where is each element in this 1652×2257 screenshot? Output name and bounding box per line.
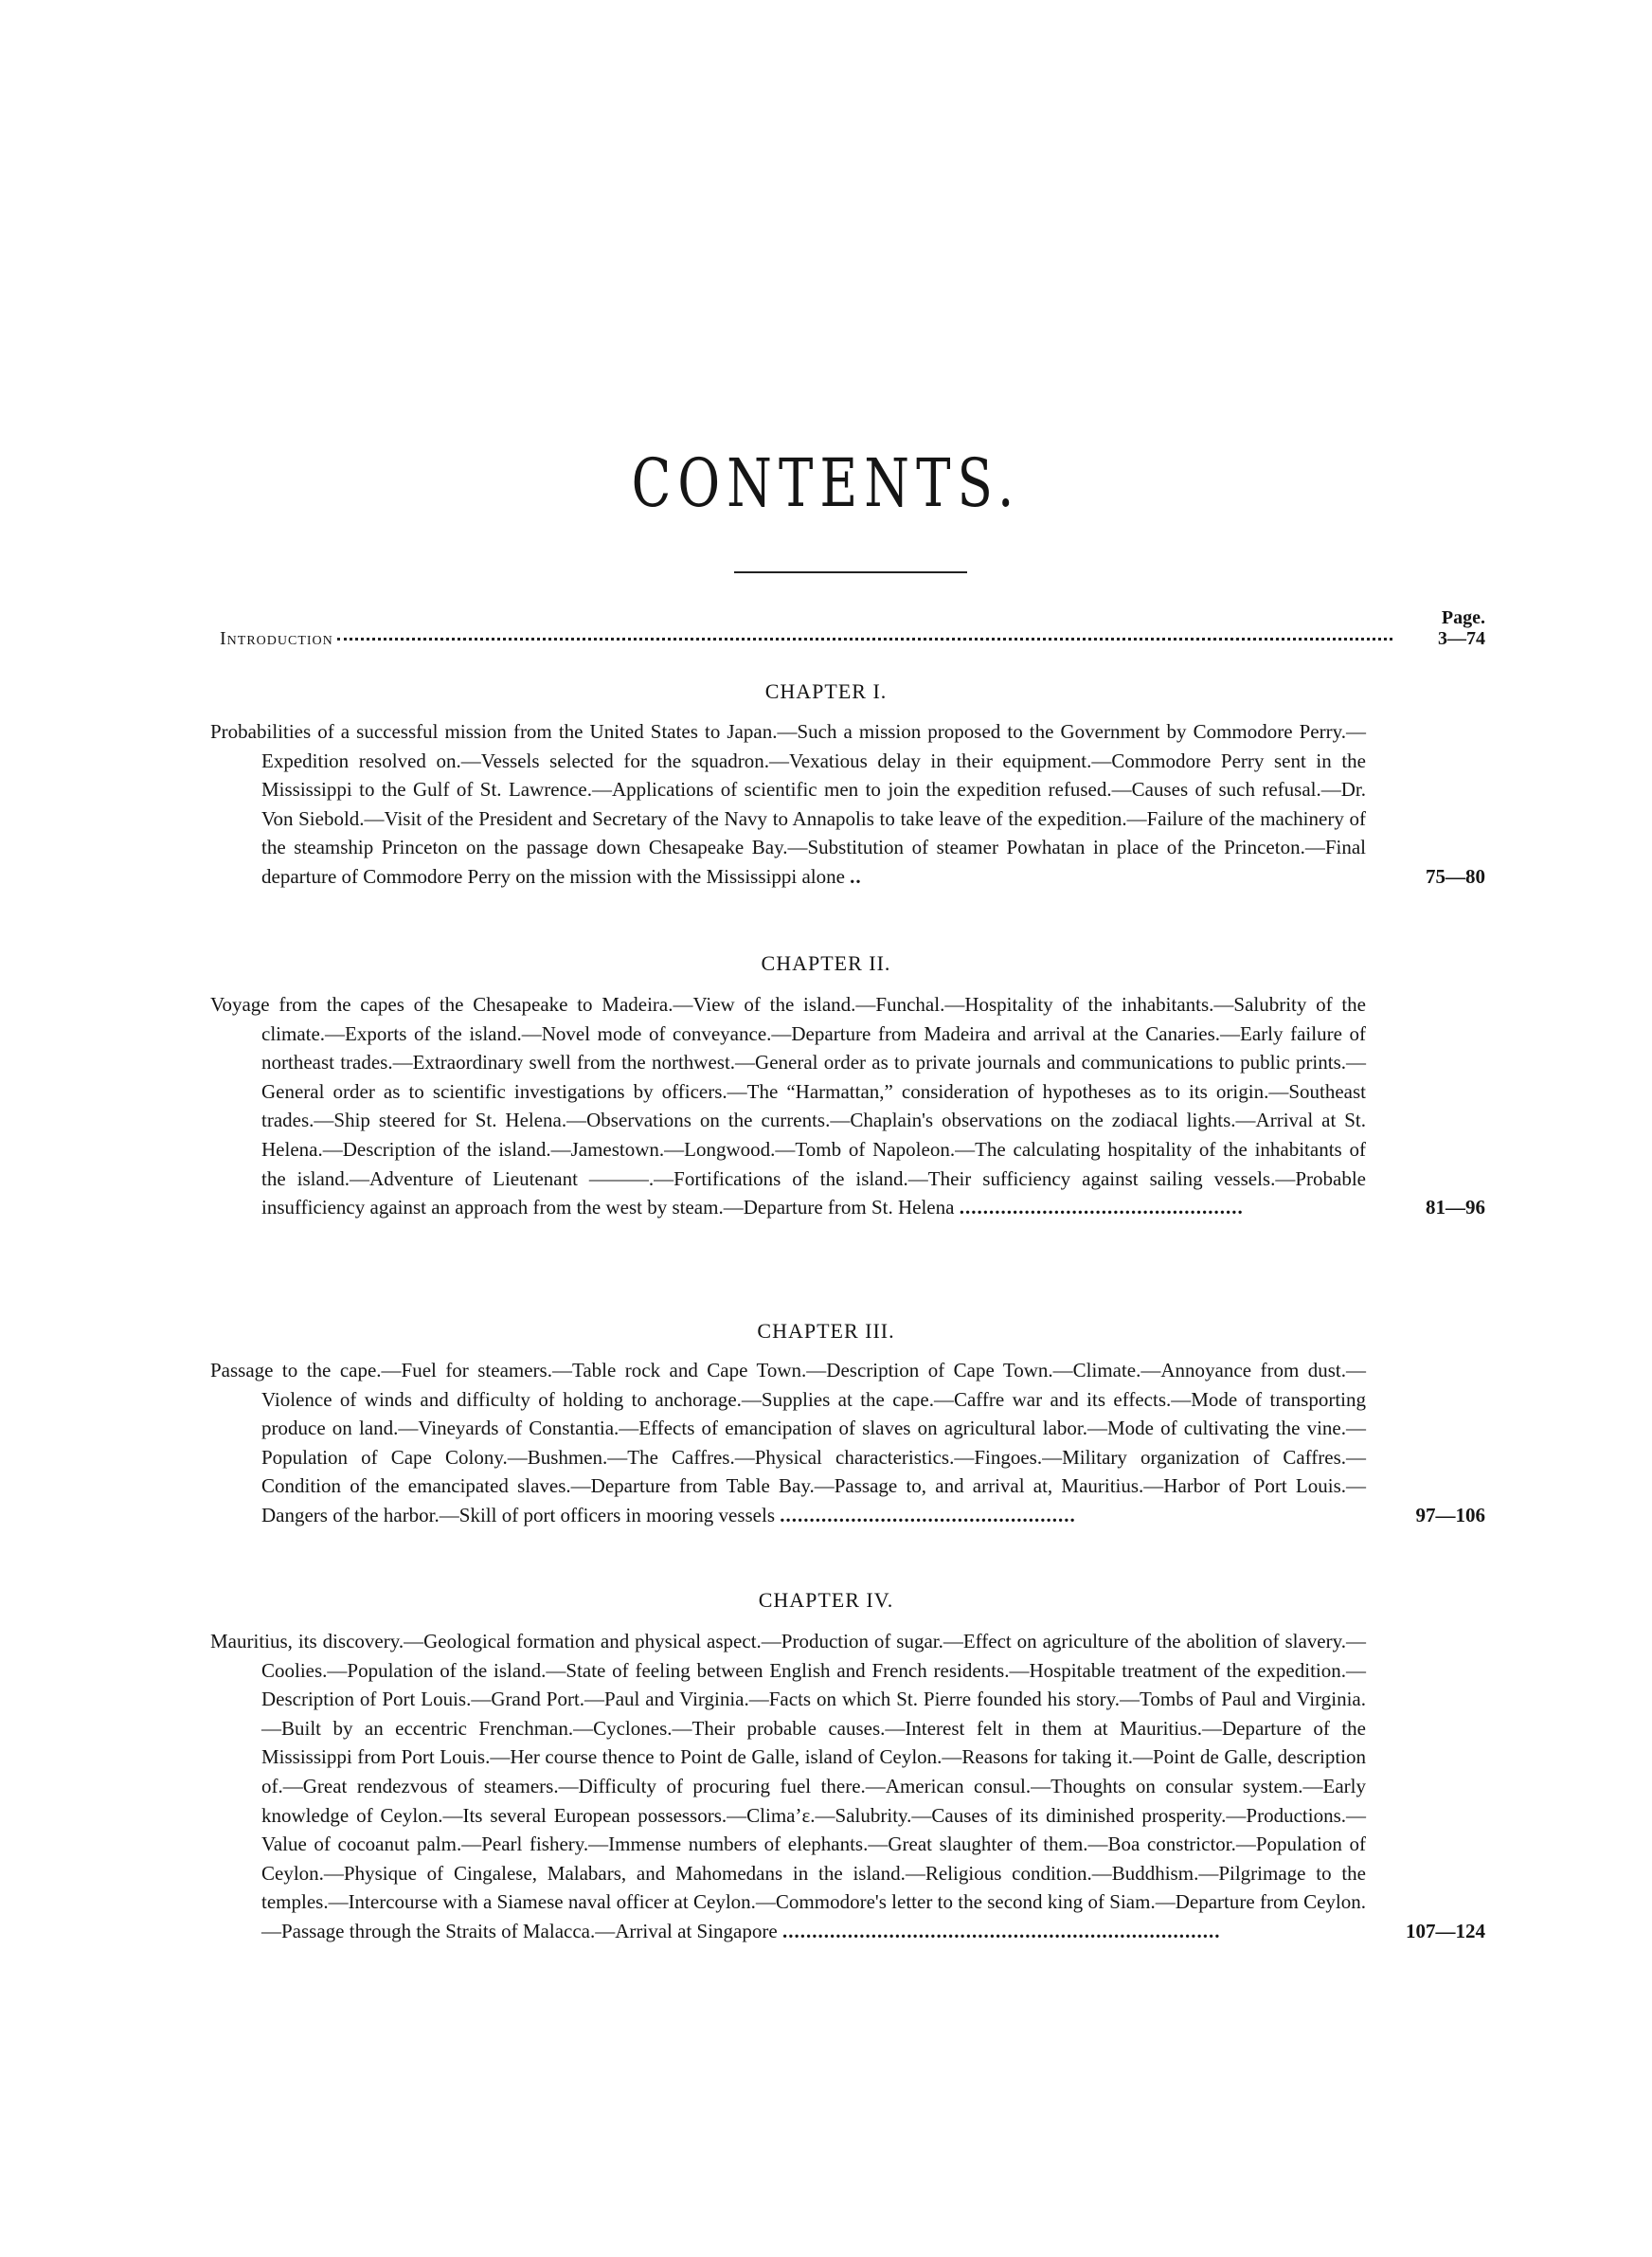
chapter-summary xyxy=(210,717,1485,892)
chapter-pages: 81—96 xyxy=(1426,1196,1485,1219)
chapter-summary-text: Passage to the cape.—Fuel for steamers.—Table rock and Cape Town.—Description of Cape Town.—Climate.—Annoyance from dust.—Violence of winds and difficulty of holding to anchorage.—Supplies at the cape.—Caffre war and its effects.—Mode of transporting produce on land.—Vineyards of Constantia.—Effects of emancipation of slaves on agricultural labor.—Mode of cultivating the vine.—Population of Cape Colony.—Bushmen.—The Caffres.—Physical characteristics.—Fingoes.—Military organization of Caffres.—Condition of the emancipated slaves.—Departure from Table Bay.—Passage to, and arrival at, Mauritius.—Harbor of Port Louis.—Dangers of the harbor.—Skill of port officers in mooring vessels .................................................. xyxy=(210,1359,1366,1526)
chapter-summary-text: Probabilities of a successful mission from the United States to Japan.—Such a mission proposed to the Government by Commodore Perry.—Expedition resolved on.—Vessels selected for the squadron.—Vexatious delay in their equipment.—Commodore Perry sent in the Mississippi to the Gulf of St. Lawrence.—Applications of scientific men to join the expedition refused.—Causes of such refusal.—Dr. Von Siebold.—Visit of the President and Secretary of the Navy to Annapolis to take leave of the expedition.—Failure of the machinery of the steamship Princeton on the passage down Chesapeake Bay.—Substitution of steamer Powhatan in place of the Princeton.—Final departure of Commodore Perry on the mission with the Mississippi alone .. xyxy=(210,720,1366,888)
chapter-heading: CHAPTER II. xyxy=(761,951,891,975)
chapter-summary-text: Voyage from the capes of the Chesapeake to Madeira.—View of the island.—Funchal.—Hospitality of the inhabitants.—Salubrity of the climate.—Exports of the island.—Novel mode of conveyance.—Departure from Madeira and arrival at the Canaries.—Early failure of northeast trades.—Extraordinary swell from the northwest.—General order as to private journals and communications to public prints.—General order as to scientific investigations by officers.—The “Harmattan,” consideration of hypotheses as to its origin.—Southeast trades.—Ship steered for St. Helena.—Observations on the currents.—Chaplain's observations on the zodiacal lights.—Arrival at St. Helena.—Description of the island.—Jamestown.—Longwood.—Tomb of Napoleon.—The calculating hospitality of the inhabitants of the island.—Adventure of Lieutenant ———.—Fortifications of the island.—Their sufficiency against sailing vessels.—Probable insufficiency against an approach from the west by steam.—Departure from St. Helena ................................................ xyxy=(210,993,1366,1219)
dot-leader: .......................................................................... xyxy=(781,1919,1221,1942)
chapter-summary-text: Mauritius, its discovery.—Geological formation and physical aspect.—Production of sugar.—Effect on agriculture of the abolition of slavery.—Coolies.—Population of the island.—State of feeling between English and French residents.—Hospitable treatment of the expedition.—Description of Port Louis.—Grand Port.—Paul and Virginia.—Facts on which St. Pierre founded his story.—Tombs of Paul and Virginia.—Built by an eccentric Frenchman.—Cyclones.—Their probable causes.—Interest felt in them at Mauritius.—Departure of the Mississippi from Port Louis.—Her course thence to Point de Galle, island of Ceylon.—Reasons for taking it.—Point de Galle, description of.—Great rendezvous of steamers.—Difficulty of procuring fuel there.—American consul.—Thoughts on consular system.—Early knowledge of Ceylon.—Its several European possessors.—Clima’ɛ.—Salubrity.—Causes of its diminished prosperity.—Productions.—Value of cocoanut palm.—Pearl fishery.—Immense numbers of elephants.—Great slaughter of them.—Boa constrictor.—Population of Ceylon.—Physique of Cingalese, Malabars, and Mahomedans in the island.—Religious condition.—Buddhism.—Pilgrimage to the temples.—Intercourse with a Siamese naval officer at Ceylon.—Commodore's letter to the second king of Siam.—Departure from Ceylon.—Passage through the Straits of Malacca.—Arrival at Singapore .......................................................................... xyxy=(210,1630,1366,1942)
chapter-summary xyxy=(210,1627,1485,1946)
chapter-heading: CHAPTER I. xyxy=(764,679,888,703)
introduction-pages: 3—74 xyxy=(1438,628,1485,649)
page-column-heading: Page. xyxy=(1441,607,1485,628)
dot-leader xyxy=(337,638,1392,641)
dot-leader: .. xyxy=(850,864,862,888)
chapter-heading: CHAPTER III. xyxy=(757,1319,895,1343)
chapter-summary xyxy=(210,990,1485,1222)
introduction-label: Introduction xyxy=(220,628,333,649)
chapter-summary xyxy=(210,1356,1485,1530)
dot-leader: .................................................. xyxy=(780,1503,1076,1526)
dot-leader: ................................................ xyxy=(959,1196,1244,1219)
chapter-pages: 107—124 xyxy=(1406,1919,1485,1942)
title-rule xyxy=(734,571,967,573)
page-title: CONTENTS. xyxy=(631,444,1021,522)
chapter-heading: CHAPTER IV. xyxy=(758,1588,894,1612)
introduction-entry xyxy=(220,628,1485,659)
chapter-pages: 75—80 xyxy=(1426,864,1485,888)
chapter-pages: 97—106 xyxy=(1415,1503,1485,1526)
